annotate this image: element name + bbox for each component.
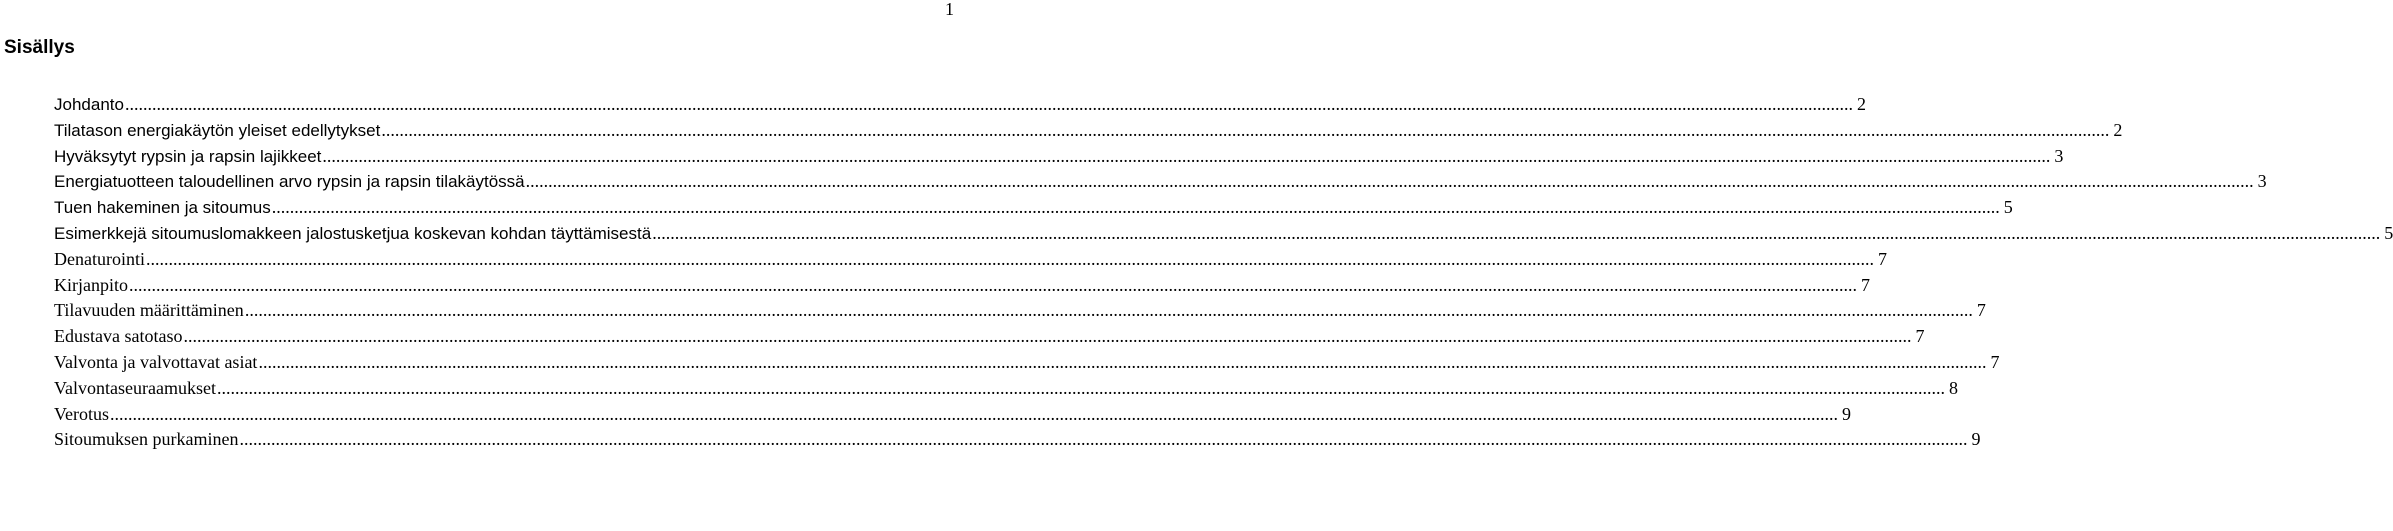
toc-dot-leader: [129, 273, 1857, 299]
toc-entry-page: 5: [2003, 197, 2013, 218]
toc-entry[interactable]: [54, 144, 2064, 170]
toc-entry-title: Energiatuotteen taloudellinen arvo rypsin ja rapsin tilakäytössä: [54, 172, 525, 192]
toc-heading: Sisällys: [4, 37, 75, 58]
toc-entry[interactable]: [54, 221, 2393, 247]
toc-entry-page: 9: [1842, 403, 1851, 424]
toc-dot-leader: [272, 195, 2000, 221]
toc-dot-leader: [381, 118, 2109, 144]
toc-entry-title: Edustava satotaso: [54, 326, 183, 347]
toc-entry-title: Valvontaseuraamukset: [54, 377, 216, 398]
toc-entry-title: Esimerkkejä sitoumuslomakkeen jalostusketjua koskevan kohdan täyttämisestä: [54, 223, 652, 243]
toc-entry[interactable]: [54, 118, 2123, 144]
toc-entry[interactable]: [54, 169, 2267, 195]
toc-dot-leader: [652, 221, 2380, 247]
table-of-contents: [54, 92, 2393, 453]
toc-entry-page: 9: [1971, 429, 1981, 450]
toc-entry[interactable]: [54, 247, 1887, 273]
toc-entry[interactable]: [54, 350, 2000, 376]
toc-entry-title: Valvonta ja valvottavat asiat: [54, 351, 258, 372]
toc-dot-leader: [258, 350, 1986, 376]
toc-entry-page: 2: [2113, 119, 2123, 140]
toc-entry-page: 2: [1856, 94, 1866, 114]
toc-entry[interactable]: [54, 195, 2013, 221]
toc-dot-leader: [183, 324, 1911, 350]
toc-entry-page: 3: [2054, 145, 2064, 166]
toc-entry-page: 7: [1976, 300, 1986, 321]
toc-dot-leader: [146, 247, 1874, 273]
toc-entry-page: 7: [1915, 326, 1925, 347]
toc-dot-leader: [245, 298, 1973, 324]
toc-entry-page: 5: [2384, 222, 2393, 243]
toc-entry[interactable]: [54, 427, 1981, 453]
toc-entry-title: Tuen hakeminen ja sitoumus: [54, 198, 271, 218]
toc-dot-leader: [110, 402, 1838, 428]
toc-entry-page: 7: [1990, 351, 2000, 372]
toc-entry[interactable]: [54, 402, 1851, 428]
toc-entry-title: Tilavuuden määrittäminen: [54, 300, 244, 321]
toc-dot-leader: [217, 376, 1945, 402]
page-number: 1: [945, 0, 954, 19]
toc-entry-page: 7: [1877, 248, 1887, 269]
toc-entry-title: Hyväksytyt rypsin ja rapsin lajikkeet: [54, 146, 322, 166]
toc-entry-title: Denaturointi: [54, 248, 145, 269]
toc-entry[interactable]: [54, 376, 1958, 402]
toc-entry[interactable]: [54, 298, 1986, 324]
toc-entry-page: 3: [2257, 171, 2267, 192]
toc-entry[interactable]: [54, 273, 1870, 299]
toc-dot-leader: [526, 169, 2254, 195]
toc-entry-page: 8: [1948, 377, 1958, 398]
toc-entry-title: Tilatason energiakäytön yleiset edellytykset: [54, 120, 381, 140]
toc-entry-page: 7: [1861, 274, 1870, 295]
toc-entry[interactable]: [54, 92, 1866, 118]
toc-entry-title: Kirjanpito: [54, 274, 128, 295]
toc-entry-title: Sitoumuksen purkaminen: [54, 429, 239, 450]
toc-entry-title: Verotus: [54, 403, 109, 424]
toc-entry-title: Johdanto: [54, 95, 124, 114]
toc-dot-leader: [239, 427, 1967, 453]
toc-dot-leader: [322, 144, 2050, 170]
toc-dot-leader: [125, 92, 1853, 118]
toc-entry[interactable]: [54, 324, 1925, 350]
